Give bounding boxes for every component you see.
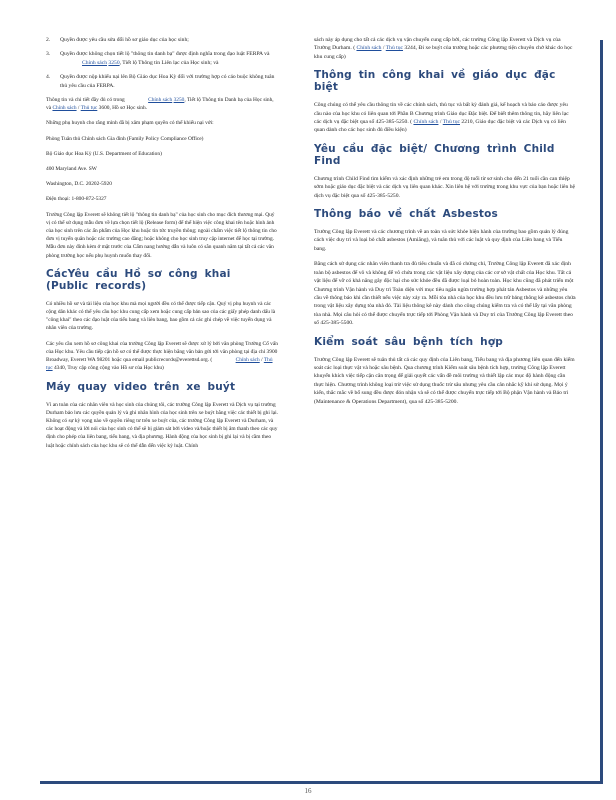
- address-line: 400 Maryland Ave. SW: [46, 166, 97, 173]
- info-paragraph: Thông tin và chi tiết đầy đủ có trong Chính sách 3250, Tiết lộ Thông tin Danh bạ của Học sinh, và Chính sách / Thủ tục 3600, Hồ sơ Học sinh.: [46, 97, 274, 112]
- procedure-link[interactable]: Thủ tục: [385, 45, 404, 52]
- policy-link[interactable]: Chính sách: [148, 97, 173, 104]
- right-column: [314, 36, 576, 413]
- section-heading: Thông tin công khai về giáo dục đặc biệt: [314, 69, 556, 94]
- paragraph: Trường Công lập Everett sẽ không tiết lộ "thông tin danh bạ" của học sinh cho mục đích thương mại. Quý vị có thể sử dụng mẫu đơn về lựa chọn tiết lộ (Release form) để thể hiện việc công khai tên hoặc hình ảnh của học sinh trên các ấn phẩm của Học khu hoặc tin tức truyền thông; ngoài chấm việc tiết lộ thông tin cho đơn vị tuyển quân hoặc các trường cao đẳng; hoặc không cho học sinh truy cập internet để học tại trường. Mẫu đơn này đính kèm ở mặt trước của Cẩm nang hướng dẫn và luôn có sẵn quanh năm tại tất cả các văn phòng trường học nếu phụ huynh muốn thay đổi.: [46, 211, 277, 259]
- paragraph: Trường Công lập Everett và các chương trình về an toàn và sức khỏe hiện hành của trường bao gồm quản lý đúng cách việc duy trì và loại bỏ chất asbestos (Amiăng), và tuân thủ với các luật và quy định của Liên bang và Tiểu bang.: [314, 229, 569, 252]
- paragraph: Những phụ huynh cho rằng mình đã bị xâm phạm quyền có thể khiếu nại với:: [46, 120, 214, 127]
- address-line: Washington, D.C. 20202-5920: [46, 181, 112, 188]
- policy-link[interactable]: Chính sách: [52, 105, 77, 112]
- procedure-link[interactable]: Thủ tục: [46, 357, 273, 372]
- section-heading: CácYêu cầu Hồ sơ công khai (Public records): [46, 267, 231, 292]
- paragraph: Chương trình Child Find tìm kiếm và xác định những trẻ em trong độ tuổi từ sơ sinh cho đến 21 tuổi cần can thiệp sớm hoặc giáo dục đặc biệt và các dịch vụ liên quan khác. Xin liên hệ với trường trong khu vực của bạn hoặc liên hệ dịch vụ đặc biệt qua số 425-385-5250.: [314, 175, 575, 199]
- paragraph: sách này áp dụng cho tất cả các dịch vụ vận chuyển cung cấp bởi, các trường Công lập Everett và Dịch vụ của Trường Durham. ( Chính sách / Thủ tục 3244, Đi xe buýt của trường hoặc các phương tiện chuyên chở khác do học khu cung cấp): [314, 37, 573, 60]
- policy-link[interactable]: Chính sách: [82, 59, 108, 66]
- section-heading: Kiểm soát sâu bệnh tích hợp: [314, 335, 503, 348]
- left-column: [46, 36, 278, 457]
- paragraph: Có nhiều hồ sơ và tài liệu của học khu mà mọi người đều có thể được tiếp cận. Quý vị phụ huynh và các cộng dân khác có thể yêu cầu học khu cung cấp xem hoặc cung cấp bản sao của các giấy phép danh dấu là "công khai" theo các đạo luật của tiểu bang và liên bang, bao gồm cả các ghi chép về việc tuyển dụng và nhân viên của trường.: [46, 300, 276, 332]
- phone-line: Điện thoại: 1-800-872-5327: [46, 196, 107, 203]
- paragraph: Công chúng có thể yêu cầu thông tin về các chính sách, thủ tục và bất kỳ đánh giá, kế hoạch và báo cáo được yêu cầu nào của học khu có liên quan tới Phần B Chương trình Giáo dục Đặc biệt. Để biết thêm thông tin, hãy liên lạc các dịch vụ đặc biệt qua số 425-385-5250. ( Chính sách / Thủ tục 2210, Giáo dục đặc biệt và các Dịch vụ có liên quan dành cho các học sinh đủ điều kiện): [314, 102, 569, 134]
- paragraph: Các yêu cầu xem hồ sơ công khai của trường Công lập Everett sẽ được xử lý bởi văn phòng Trường Cố vấn của Học khu. Yêu cầu tiếp cận hồ sơ có thể được thực hiện bằng văn bản gửi tới văn phòng tại địa chỉ 3900 Broadway, Everett WA 98201 hoặc qua email publicrecords@everettsd.org. ( Chính sách / Thủ tục 4340, Truy cập công cộng vào Hồ sơ của Học khu): [46, 340, 278, 372]
- paragraph: Trường Công lập Everett sẽ tuân thủ tất cả các quy định của Liên bang, Tiểu bang và địa phương liên quan đến kiểm soát các loại thực vật và hoặc sâu bệnh. Qua chương trình Kiểm soát sâu bệnh tích hợp, trường Công lập Everett khuyến khích việc tiếp cận căn trọng để giải quyết các vấn đề môi trường và thiết lập các mục độ hành động cần thực hiện. Chương trình không loại trừ việc sử dụng thuốc trừ sâu nhưng yêu cầu cân nhắc kỹ khi sử dụng. Mọi ý kiến, thắc mắc về bổ sung đều được đón nhận và sẽ có thể được chuyển trực tiếp tới Bộ phận Vận hành và Bảo trì (Maintenance & Operations Department), qua số 425-385-5200.: [314, 356, 575, 405]
- section-heading: Yêu cầu đặc biệt/ Chương trình Child Find: [314, 142, 555, 167]
- paragraph: Bằng cách sử dụng các nhân viên thanh tra đủ tiêu chuẩn và đã có chứng chỉ, Trường Công lập Everett đã xác định toàn bộ asbestos để vô và không để vô chứa trong các vật liệu xây dựng của các cơ sở vật chất của Học khu. Tất cả vật liệu để vỡ có khả năng gây độc hại cho sức khỏe đều đã được loại bỏ hoàn toàn. Học khu cũng đã phát triển một Chương trình Vận hành và Duy trì Toàn diện với mục tiêu ngăn ngừa trường hợp phát tán Asbestos và những yêu cầu về thông báo khi cần thiết nếu việc này xảy ra. Mỗi tòa nhà của học khu đều lưu trữ bảng thông kê asbestos chứa trong vật liệu xây dựng tòa nhà đó. Tài liệu thông kê này dành cho công chúng kiểm tra và có thể lấy tại văn phòng tòa nhà. Mọi câu hỏi có thể được chuyển trực tiếp tới Phòng Vận hành và Duy trì của Trường Công lập Everett theo số 425-385-5500.: [314, 261, 576, 327]
- address-line: Phòng Tuân thủ Chính sách Gia đình (Family Policy Compliance Office): [46, 135, 204, 142]
- list-item: 4. Quyền được nộp khiếu nại lên Bộ Giáo dục Hoa Kỳ đối với trường hợp có cáo buộc không tuân thủ yêu cầu của FERPA.: [46, 74, 275, 89]
- section-heading: Máy quay video trên xe buýt: [46, 380, 236, 393]
- page-frame-right: [600, 40, 603, 782]
- page-number: 16: [304, 787, 312, 795]
- policy-link[interactable]: Chính sách: [356, 45, 382, 52]
- procedure-link[interactable]: Thủ tục: [80, 105, 98, 112]
- procedure-link[interactable]: Thủ tục: [442, 119, 460, 126]
- policy-link[interactable]: Chính sách: [235, 357, 260, 364]
- list-item: 2. Quyền được yêu cầu sửa đổi hồ sơ giáo dục của học sinh;: [46, 37, 189, 43]
- address-line: Bộ Giáo dục Hoa Kỳ (U.S. Department of Education): [46, 150, 162, 157]
- policy-number-link[interactable]: 3250: [108, 59, 120, 66]
- policy-link[interactable]: Chính sách: [413, 119, 439, 126]
- page-frame-bottom: [40, 781, 603, 784]
- paragraph: Vì an toàn của các nhân viên và học sinh của chúng tôi, các trường Công lập Everett và Dịch vụ tại trường Durham bảo lưu các quyền quản lý và ghi nhân hình của học sinh trên xe buýt bằng việc các thiết bị ghi lại. Không có sự kỳ vọng nào về quyền riêng tư trên xe buýt của, các trường Công lập Everett và Durham, và các hoạt động và lời nói của học sinh có thể sẽ bị giám sát bởi video và/hoặc thiết bị âm thanh theo các quy định cho phép của liên bang, tiểu bang, và địa phương. Hành động của học sinh bị ghi lại và bị cầm theo luật hoặc chính sách của học khu sẽ có thể dẫn đến việc kỷ luật. Chính: [46, 401, 278, 449]
- policy-number-link[interactable]: 3250: [173, 97, 185, 104]
- section-heading: Thông báo về chất Asbestos: [314, 208, 498, 221]
- list-item: 3. Quyền được không chọn tiết lộ "thông tin danh bạ" được định nghĩa trong đạo luật FERPA và Chính sách 3250, Tiết lộ Thông tin Liên lạc của Học sinh; và: [46, 51, 270, 66]
